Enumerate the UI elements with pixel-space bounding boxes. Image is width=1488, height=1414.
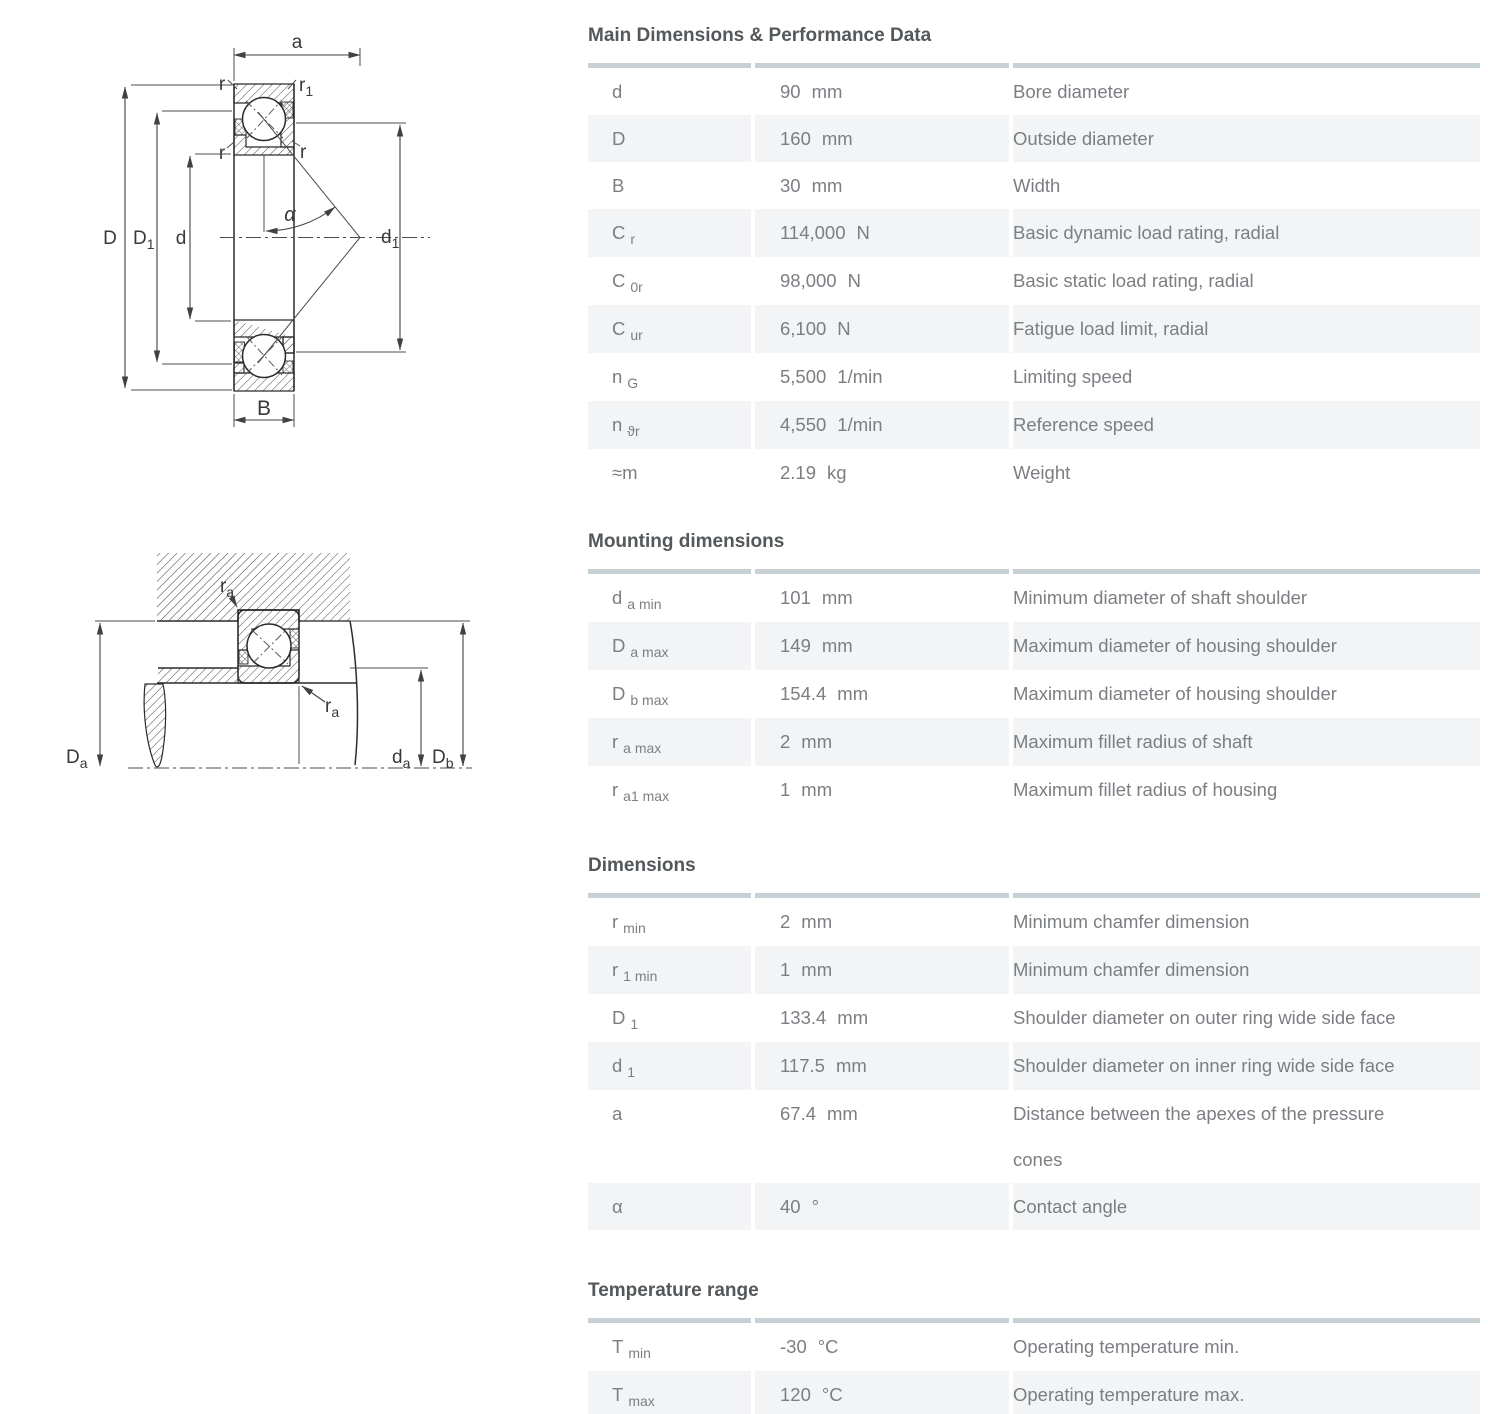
description-cell [1013,1090,1480,1183]
section-rows [588,898,1480,1230]
table-row [588,209,1480,257]
description-cell [1013,898,1480,946]
row-value: 160 [780,128,811,149]
value-cell [755,449,1009,496]
row-unit: ° [811,1196,819,1217]
row-symbol-subscript: r [630,231,636,247]
table-row [588,1371,1480,1414]
spec-section [588,530,1480,814]
spec-section [588,24,1480,496]
row-unit: mm [801,959,833,980]
table-row [588,1090,1480,1183]
symbol-cell [588,305,751,353]
symbol-cell [588,257,751,305]
row-symbol-subscript: ϑr [627,423,640,439]
row-symbol-subscript: ur [630,327,643,343]
value-cell [755,1042,1009,1090]
row-description: Operating temperature min. [1013,1336,1240,1357]
diagrams-panel [0,0,560,1414]
row-value: 1 [780,779,791,800]
row-value: 98,000 [780,270,837,291]
section-title: Main Dimensions & Performance Data [588,25,932,46]
row-description: Maximum diameter of housing shoulder [1013,683,1337,704]
row-description: Outside diameter [1013,128,1154,149]
row-value: -30 [780,1336,807,1357]
row-symbol-main: d [612,81,623,102]
label-r-right: r [300,142,307,163]
row-value: 2 [780,911,791,932]
row-symbol-main: α [612,1196,623,1217]
row-unit: mm [801,779,833,800]
row-symbol-subscript: 0r [630,279,643,295]
label-ra-bottom: $r_a$ [325,696,340,720]
row-symbol-main: d [612,587,623,608]
label-r-left: r [218,143,226,164]
value-cell [755,1371,1009,1414]
row-description: Maximum fillet radius of shaft [1013,731,1253,752]
row-description: Shoulder diameter on inner ring wide side face [1013,1055,1395,1076]
row-value: 154.4 [780,683,827,704]
row-description: Minimum chamfer dimension [1013,911,1250,932]
row-symbol-main: d [612,1055,623,1076]
row-symbol-main: T [612,1384,624,1405]
description-cell [1013,1371,1480,1414]
label-r-top: r [218,74,226,95]
value-cell [755,1183,1009,1230]
symbol-cell [588,401,751,449]
symbol-cell [588,670,751,718]
row-description: Maximum fillet radius of housing [1013,779,1278,800]
symbol-cell [588,574,751,622]
row-value: 149 [780,635,811,656]
row-unit: mm [837,1007,869,1028]
bearing-mounting-diagram [0,520,560,880]
section-title: Dimensions [588,855,696,876]
table-row [588,1183,1480,1230]
row-unit: mm [835,1055,867,1076]
value-cell [755,1090,1009,1183]
label-D1: $D_1$ [133,228,155,252]
table-row [588,401,1480,449]
description-cell [1013,946,1480,994]
symbol-cell [588,946,751,994]
row-value: 5,500 [780,366,827,387]
row-unit: N [847,270,861,291]
row-value: 133.4 [780,1007,827,1028]
table-row [588,574,1480,622]
value-cell [755,115,1009,162]
row-description: Reference speed [1013,414,1154,435]
label-alpha: α [284,204,296,226]
table-row [588,1042,1480,1090]
description-cell [1013,257,1480,305]
row-description: Operating temperature max. [1013,1384,1245,1405]
row-value: 117.5 [780,1055,825,1076]
table-row [588,622,1480,670]
row-value: 90 [780,81,801,102]
description-cell [1013,401,1480,449]
label-D: D [103,228,117,249]
row-unit: mm [811,175,843,196]
row-symbol-main: r [612,779,619,800]
row-symbol-subscript: a1 max [623,788,670,804]
row-unit: mm [821,635,853,656]
value-cell [755,353,1009,401]
row-symbol-subscript: a min [627,596,662,612]
symbol-cell [588,68,751,115]
row-unit: mm [801,731,833,752]
row-value: 4,550 [780,414,827,435]
value-cell [755,898,1009,946]
row-symbol-main: r [612,731,619,752]
description-cell [1013,622,1480,670]
row-symbol-main: n [612,414,623,435]
label-a: a [291,32,303,53]
spec-section [588,854,1480,1230]
symbol-cell [588,1371,751,1414]
row-description: Minimum chamfer dimension [1013,959,1250,980]
description-cell [1013,766,1480,814]
symbol-cell [588,449,751,496]
row-unit: °C [821,1384,843,1405]
row-unit: N [837,318,851,339]
row-symbol-main: n [612,366,623,387]
row-description: Contact angle [1013,1196,1128,1217]
row-unit: 1/min [837,366,883,387]
row-unit: mm [801,911,833,932]
symbol-cell [588,994,751,1042]
label-da: $d_a$ [392,747,411,771]
symbol-cell [588,898,751,946]
row-value: 40 [780,1196,801,1217]
table-row [588,994,1480,1042]
table-row [588,1323,1480,1371]
symbol-cell [588,353,751,401]
section-rows [588,68,1480,496]
value-cell [755,718,1009,766]
row-value: 1 [780,959,791,980]
row-unit: mm [821,587,853,608]
symbol-cell [588,162,751,209]
description-cell [1013,574,1480,622]
row-description: Limiting speed [1013,366,1133,387]
row-value: 67.4 [780,1103,817,1124]
row-symbol-subscript: 1 [627,1064,636,1080]
value-cell [755,162,1009,209]
description-cell [1013,670,1480,718]
mounted-bearing [238,610,299,683]
symbol-cell [588,115,751,162]
row-description: Weight [1013,462,1071,483]
row-unit: 1/min [837,414,883,435]
row-description: Distance between the apexes of the pressure [1013,1103,1385,1124]
row-value: 114,000 [780,222,846,243]
row-symbol-main: D [612,635,626,656]
row-description: Bore diameter [1013,81,1130,102]
row-symbol-main: C [612,318,626,339]
row-value: 2.19 [780,462,817,483]
description-cell [1013,1042,1480,1090]
row-description: Minimum diameter of shaft shoulder [1013,587,1308,608]
value-cell [755,1323,1009,1371]
row-symbol-subscript: G [627,375,639,391]
section-title: Temperature range [588,1280,759,1301]
value-cell [755,994,1009,1042]
table-row [588,946,1480,994]
label-ra-top: $r_a$ [219,576,235,600]
row-symbol-main: a [612,1103,623,1124]
symbol-cell [588,1323,751,1371]
row-unit: mm [811,81,843,102]
value-cell [755,209,1009,257]
row-symbol-main: D [612,1007,626,1028]
row-symbol-subscript: 1 min [623,968,658,984]
value-cell [755,574,1009,622]
value-cell [755,670,1009,718]
row-description-line2: cones [1013,1149,1063,1170]
row-value: 2 [780,731,791,752]
row-value: 30 [780,175,801,196]
label-d: d [175,228,187,249]
row-description: Basic static load rating, radial [1013,270,1254,291]
section-rows [588,574,1480,814]
description-cell [1013,353,1480,401]
label-r1: $r_1$ [299,75,314,99]
row-symbol-subscript: a max [630,644,669,660]
row-unit: N [856,222,870,243]
row-symbol-main: ≈m [612,462,638,483]
label-Db: $D_b$ [432,747,454,771]
symbol-cell [588,1042,751,1090]
housing-shoulder-profile [350,621,357,765]
bearing-cross-section-diagram [0,0,560,470]
row-symbol-subscript: max [628,1393,655,1409]
row-symbol-subscript: b max [630,692,669,708]
description-cell [1013,449,1480,496]
row-symbol-main: D [612,128,626,149]
table-row [588,449,1480,496]
symbol-cell [588,1183,751,1230]
description-cell [1013,718,1480,766]
symbol-cell [588,1090,751,1183]
row-symbol-subscript: min [628,1345,651,1361]
row-symbol-main: C [612,222,626,243]
table-row [588,115,1480,162]
label-d1: $d_1$ [381,227,400,251]
description-cell [1013,994,1480,1042]
table-row [588,68,1480,115]
value-cell [755,305,1009,353]
section-rows [588,1323,1480,1414]
row-symbol-subscript: a max [623,740,662,756]
table-row [588,257,1480,305]
description-cell [1013,305,1480,353]
row-symbol-main: C [612,270,626,291]
value-cell [755,257,1009,305]
table-row [588,766,1480,814]
row-unit: °C [817,1336,839,1357]
row-description: Fatigue load limit, radial [1013,318,1209,339]
value-cell [755,401,1009,449]
symbol-cell [588,766,751,814]
value-cell [755,766,1009,814]
row-symbol-main: r [612,959,619,980]
table-row [588,670,1480,718]
section-title: Mounting dimensions [588,531,785,552]
value-cell [755,622,1009,670]
table-row [588,718,1480,766]
row-unit: mm [821,128,853,149]
table-row [588,898,1480,946]
symbol-cell [588,209,751,257]
description-cell [1013,68,1480,115]
row-value: 101 [780,587,811,608]
symbol-cell [588,622,751,670]
row-value: 6,100 [780,318,827,339]
row-unit: mm [827,1103,858,1124]
row-description: Basic dynamic load rating, radial [1013,222,1280,243]
row-unit: kg [827,462,847,483]
row-unit: mm [837,683,869,704]
row-description: Shoulder diameter on outer ring wide side face [1013,1007,1396,1028]
description-cell [1013,1323,1480,1371]
row-symbol-main: B [612,175,625,196]
table-row [588,162,1480,209]
value-cell [755,946,1009,994]
row-symbol-main: D [612,683,626,704]
row-description: Maximum diameter of housing shoulder [1013,635,1337,656]
spec-sections [588,24,1480,1414]
symbol-cell [588,718,751,766]
row-value: 120 [780,1384,811,1405]
row-symbol-subscript: 1 [630,1016,639,1032]
row-description: Width [1013,175,1061,196]
table-row [588,305,1480,353]
table-row [588,353,1480,401]
value-cell [755,68,1009,115]
row-symbol-main: r [612,911,619,932]
label-Da: $D_a$ [66,747,88,771]
shaft-fillet-detail [144,684,166,767]
description-cell [1013,1183,1480,1230]
description-cell [1013,209,1480,257]
description-cell [1013,162,1480,209]
spec-section [588,1279,1480,1414]
label-B: B [256,397,272,420]
row-symbol-subscript: min [623,920,646,936]
row-symbol-main: T [612,1336,624,1357]
description-cell [1013,115,1480,162]
